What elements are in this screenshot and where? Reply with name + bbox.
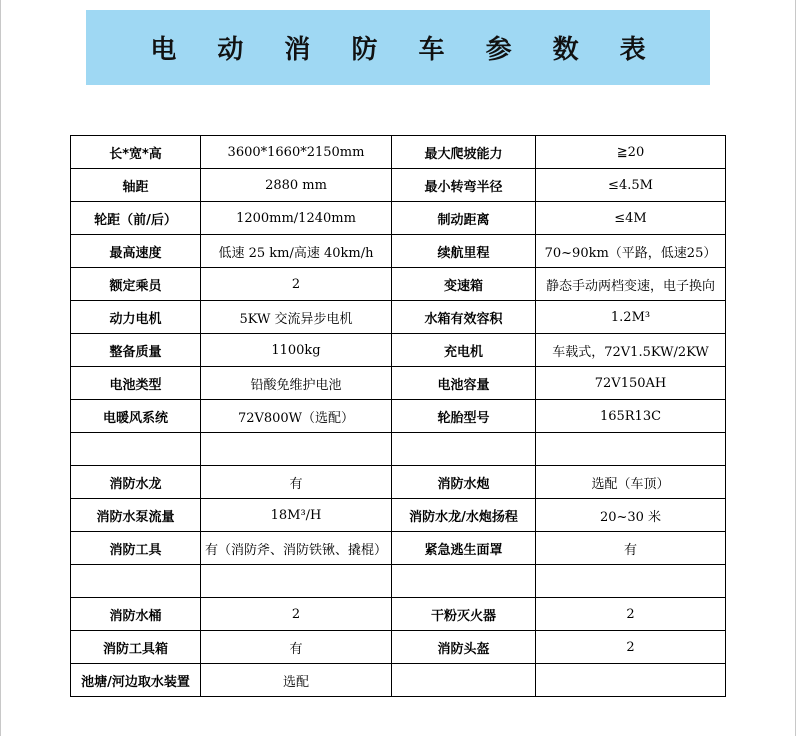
table-row [71, 202, 726, 235]
table-row [71, 499, 726, 532]
param-value: 70~90km（平路，低速25） [536, 235, 726, 268]
param-label: 消防水炮 [392, 466, 536, 499]
spec-table [70, 135, 726, 697]
param-label: 消防水泵流量 [71, 499, 201, 532]
table-row [71, 367, 726, 400]
param-label: 最高速度 [71, 235, 201, 268]
table-row [71, 268, 726, 301]
param-value [201, 565, 392, 598]
param-label: 轴距 [71, 169, 201, 202]
param-value: 铅酸免维护电池 [201, 367, 392, 400]
param-value: 2 [536, 631, 726, 664]
param-label: 消防水龙 [71, 466, 201, 499]
param-value: 72V800W（选配） [201, 400, 392, 433]
param-value: 5KW 交流异步电机 [201, 301, 392, 334]
table-row [71, 235, 726, 268]
table-row [71, 598, 726, 631]
table-row [71, 532, 726, 565]
param-value: 18M³/H [201, 499, 392, 532]
param-value: 有 [536, 532, 726, 565]
param-value [536, 565, 726, 598]
param-value: 165R13C [536, 400, 726, 433]
param-value: 1.2M³ [536, 301, 726, 334]
table-row [71, 301, 726, 334]
param-value [536, 433, 726, 466]
page-edge-left [0, 0, 1, 736]
param-value: 1100kg [201, 334, 392, 367]
param-value: 有 [201, 466, 392, 499]
param-value: 低速 25 km/高速 40km/h [201, 235, 392, 268]
param-value: 1200mm/1240mm [201, 202, 392, 235]
param-value [536, 664, 726, 697]
param-label [392, 565, 536, 598]
param-value: ≧20 [536, 136, 726, 169]
table-row [71, 334, 726, 367]
param-label: 续航里程 [392, 235, 536, 268]
param-label: 消防水龙/水炮扬程 [392, 499, 536, 532]
param-label: 水箱有效容积 [392, 301, 536, 334]
param-value: ≤4.5M [536, 169, 726, 202]
param-label: 制动距离 [392, 202, 536, 235]
page-title: 电 动 消 防 车 参 数 表 [150, 35, 662, 65]
param-label: 紧急逃生面罩 [392, 532, 536, 565]
param-value: 有 [201, 631, 392, 664]
param-label [71, 433, 201, 466]
param-value: 2 [201, 598, 392, 631]
param-value: 2 [536, 598, 726, 631]
param-label: 电池容量 [392, 367, 536, 400]
param-label: 干粉灭火器 [392, 598, 536, 631]
param-label: 充电机 [392, 334, 536, 367]
param-value: 静态手动两档变速，电子换向 [536, 268, 726, 301]
table-row [71, 664, 726, 697]
param-label: 轮胎型号 [392, 400, 536, 433]
table-row [71, 631, 726, 664]
param-label: 池塘/河边取水装置 [71, 664, 201, 697]
param-label: 整备质量 [71, 334, 201, 367]
param-value: 3600*1660*2150mm [201, 136, 392, 169]
param-value: 72V150AH [536, 367, 726, 400]
param-label: 最大爬坡能力 [392, 136, 536, 169]
title-banner [86, 10, 710, 85]
param-label: 长*宽*高 [71, 136, 201, 169]
param-label: 电暖风系统 [71, 400, 201, 433]
table-row [71, 400, 726, 433]
param-value: 有（消防斧、消防铁锹、撬棍） [201, 532, 392, 565]
param-value: 车载式，72V1.5KW/2KW [536, 334, 726, 367]
table-row-empty [71, 565, 726, 598]
table-row-empty [71, 433, 726, 466]
table-row [71, 466, 726, 499]
param-label [71, 565, 201, 598]
param-label: 消防头盔 [392, 631, 536, 664]
param-value: 20~30 米 [536, 499, 726, 532]
param-value: 选配（车顶） [536, 466, 726, 499]
param-label: 消防工具箱 [71, 631, 201, 664]
param-label: 变速箱 [392, 268, 536, 301]
param-value [201, 433, 392, 466]
param-value: 2880 mm [201, 169, 392, 202]
param-label: 电池类型 [71, 367, 201, 400]
param-label: 最小转弯半径 [392, 169, 536, 202]
param-value: 2 [201, 268, 392, 301]
param-value: 选配 [201, 664, 392, 697]
table-row [71, 136, 726, 169]
param-label [392, 433, 536, 466]
param-label: 轮距（前/后） [71, 202, 201, 235]
param-label: 消防水桶 [71, 598, 201, 631]
param-label [392, 664, 536, 697]
param-label: 额定乘员 [71, 268, 201, 301]
table-row [71, 169, 726, 202]
param-label: 动力电机 [71, 301, 201, 334]
param-value: ≤4M [536, 202, 726, 235]
param-label: 消防工具 [71, 532, 201, 565]
